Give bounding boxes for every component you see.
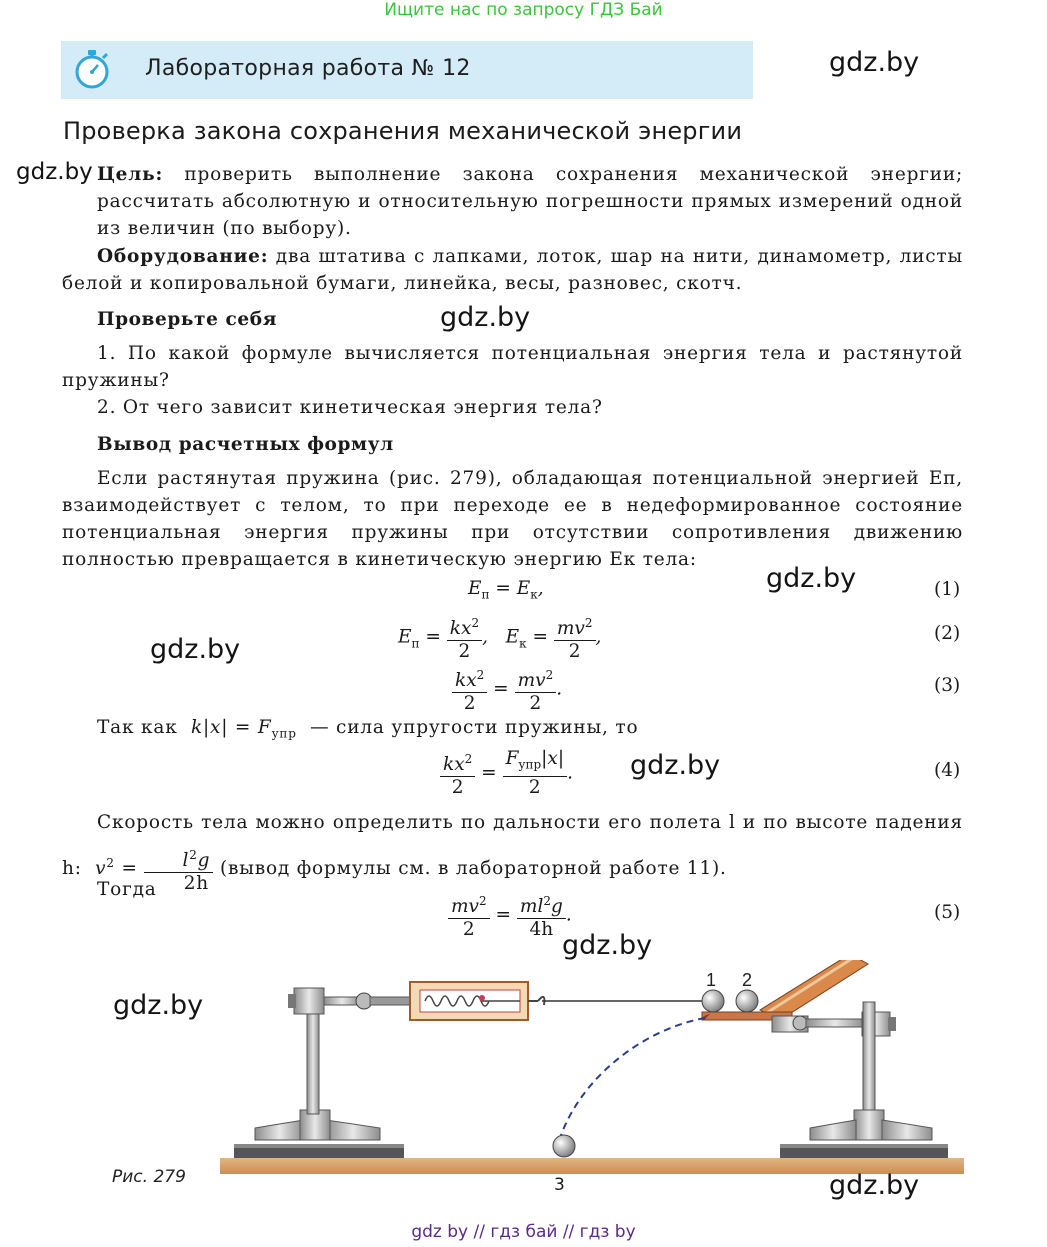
dynamometer: [410, 982, 544, 1020]
trajectory: [560, 1018, 705, 1138]
watermark: gdz.by: [113, 990, 204, 1021]
equipment-text: два штатива с лапками, лоток, шар на нити, динамометр, листы белой и копировальной бумаги, линейка, весы, разновес, скотч.: [62, 246, 963, 294]
watermark: gdz.by: [440, 302, 531, 333]
text-speed: Скорость тела можно определить по дальности его полета l и по высоте падения h:: [62, 812, 963, 880]
goal-label: Цель:: [97, 164, 164, 185]
page-title: Проверка закона сохранения механической энергии: [63, 117, 743, 145]
derivation-paragraph-4: Тогда: [97, 879, 157, 900]
text-since: Так как: [97, 717, 178, 738]
right-stand: [772, 1002, 948, 1158]
equation-number-3: (3): [934, 675, 961, 696]
check-heading: Проверьте себя: [97, 309, 277, 330]
equation-4: $\frac{kx^2}{2}$ = $\frac{F_{упр}|x|}{2}$ .: [440, 748, 573, 799]
equation-number-4: (4): [934, 760, 961, 781]
chute: [702, 960, 868, 1020]
derivation-paragraph-1: Если растянутая пружина (рис. 279), обладающая потенциальной энергией Eп, взаимодействует с телом, то при переходе ее в недеформированное состояние потенциальная энергия пружины при отсутствии сопротивления движению полностью превращается в кинетическую энергию Eк тела:: [62, 468, 963, 570]
equation-5: $\frac{mv^2}{2}$ = $\frac{ml^2g}{4h}$ .: [448, 890, 572, 941]
text-reference: (вывод формулы см. в лабораторной работе 11).: [219, 858, 727, 880]
watermark: gdz.by: [829, 47, 920, 78]
equation-number-5: (5): [934, 902, 961, 923]
ball-label-1: 1: [706, 970, 717, 990]
question-2: 2. От чего зависит кинетическая энергия тела?: [97, 397, 603, 418]
equation-2: $E_п$ = $\frac{kx^2}{2}$ , $E_к$ = $\frac{mv^2}{2}$ ,: [398, 612, 601, 663]
equation-3: $\frac{kx^2}{2}$ = $\frac{mv^2}{2}$ .: [452, 664, 562, 715]
watermark: gdz.by: [16, 159, 93, 185]
lab-title: Лабораторная работа № 12: [145, 56, 471, 81]
text-elastic-force: — сила упругости пружины, то: [310, 717, 639, 738]
left-stand: [234, 988, 410, 1158]
equation-1: $E_п = E_к$,: [468, 578, 544, 602]
question-1: 1. По какой формуле вычисляется потенциальная энергия тела и растянутой пружины?: [62, 343, 963, 391]
watermark: gdz.by: [150, 634, 241, 665]
goal-paragraph: [97, 161, 963, 242]
ball-2: [736, 990, 758, 1012]
page-number: 3: [554, 1175, 565, 1195]
search-banner: Ищите нас по запросу ГДЗ Бай: [384, 0, 663, 20]
goal-text: проверить выполнение закона сохранения механической энергии; рассчитать абсолютную и относительную погрешности прямых измерений одной из величин (по выбору).: [97, 164, 963, 239]
figure-caption: Рис. 279: [112, 1167, 186, 1187]
ball-label-2: 2: [742, 970, 753, 990]
watermark: gdz.by: [630, 750, 721, 781]
landed-ball: [553, 1135, 575, 1157]
watermark: gdz.by: [562, 930, 653, 961]
equation-number-2: (2): [934, 623, 961, 644]
footer-links: gdz by // гдз бай // гдз by: [411, 1222, 636, 1242]
figure-279: [220, 960, 980, 1180]
equation-number-1: (1): [934, 579, 961, 600]
derivation-paragraph-3: Скорость тела можно определить по дальности его полета l и по высоте падения h: $v^2$ = $\frac{l^2g}{2h}$ (вывод формулы см. в лабораторной работе 11).: [62, 812, 963, 894]
derivation-paragraph-2: Так как $k|x| = F_{упр}$ — сила упругости пружины, то: [97, 717, 639, 741]
ball-1: [702, 990, 724, 1012]
equipment-label: Оборудование:: [97, 246, 269, 267]
watermark: gdz.by: [829, 1170, 920, 1201]
equipment-paragraph: [62, 243, 963, 297]
stopwatch-icon: [72, 46, 114, 92]
watermark: gdz.by: [766, 563, 857, 594]
derivation-heading: Вывод расчетных формул: [97, 434, 394, 455]
